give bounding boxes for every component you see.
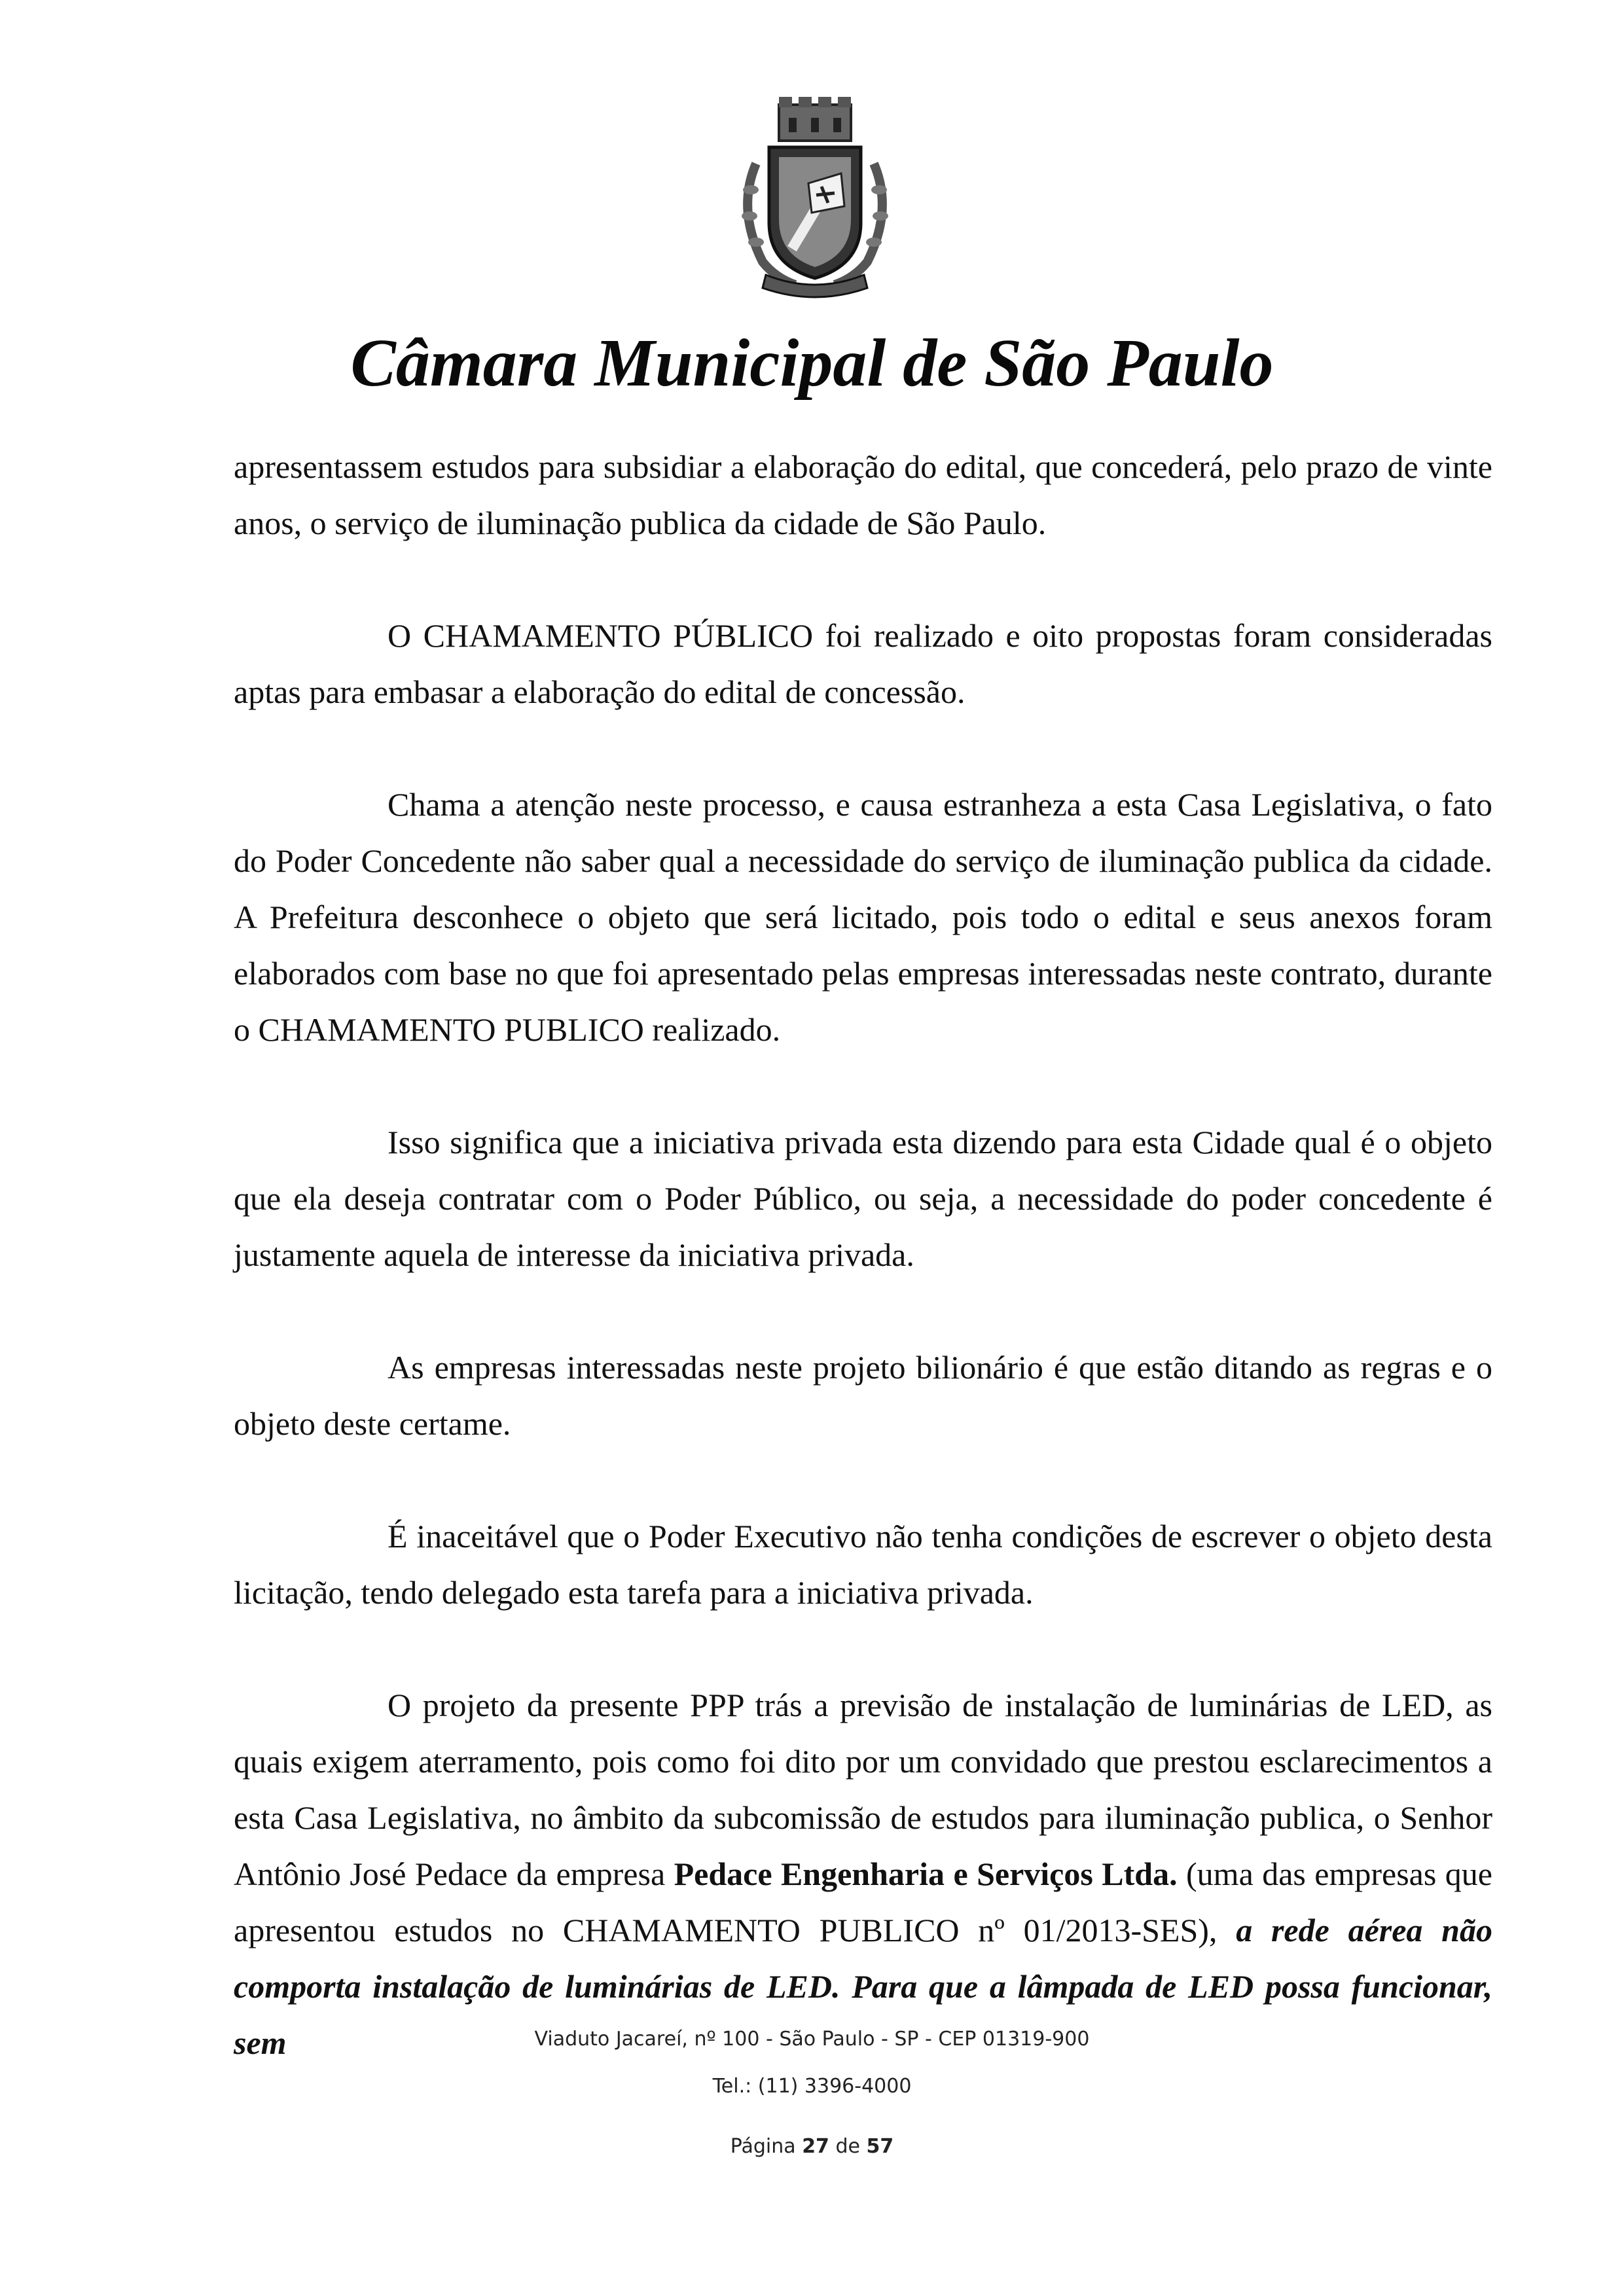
paragraph-7 (234, 1677, 1492, 2071)
city-coat-of-arms-icon (730, 92, 900, 301)
paragraph-1: apresentassem estudos para subsidiar a elaboração do edital, que concederá, pelo prazo de vinte anos, o serviço de iluminação publica da cidade de São Paulo. (234, 448, 1492, 541)
page-separator: de (829, 2135, 867, 2158)
paragraph-6: É inaceitável que o Poder Executivo não tenha condições de escrever o objeto desta licitação, tendo delegado esta tarefa para a iniciativa privada. (234, 1518, 1492, 1611)
footer-telephone: Tel.: (11) 3396-4000 (712, 2075, 912, 2098)
paragraph-7-text-b: (uma das empresas que apresentou estudos no CHAMAMENTO PUBLICO nº 01/2013-SES), (234, 1856, 1492, 1948)
footer-address-text: Viaduto Jacareí, nº 100 - São Paulo - SP - CEP 01319-900 (534, 2028, 1090, 2051)
page-prefix: Página (730, 2135, 803, 2158)
company-name: Pedace Engenharia e Serviços Ltda. (674, 1856, 1178, 1892)
paragraph-3: Chama a atenção neste processo, e causa estranheza a esta Casa Legislativa, o fato do Poder Concedente não saber qual a necessidade do serviço de iluminação publica da cidade. A Prefeitura desconhece o objeto que será licitado, pois todo o edital e seus anexos foram elaborados com base no que foi apresentado pelas empresas interessadas neste contrato, durante o CHAMAMENTO PUBLICO realizado. (234, 786, 1492, 1048)
document-body (234, 439, 1492, 2127)
page-title: Câmara Municipal de São Paulo (350, 325, 1274, 401)
page-total: 57 (866, 2135, 894, 2158)
page-current: 27 (802, 2135, 829, 2158)
paragraph-7-text-a: O projeto da presente PPP trás a previsão de instalação de luminárias de LED, as quais exigem aterramento, pois como foi dito por um convidado que prestou esclarecimentos a esta Casa Legislativa, no âmbito da subcomissão de estudos para iluminação publica, o Senhor Antônio José Pedace da empresa (234, 1687, 1492, 1892)
page-number (0, 2135, 1624, 2158)
paragraph-5: As empresas interessadas neste projeto bilionário é que estão ditando as regras e o objeto deste certame. (234, 1349, 1492, 1442)
paragraph-4: Isso significa que a iniciativa privada esta dizendo para esta Cidade qual é o objeto que ela deseja contratar com o Poder Público, ou seja, a necessidade do poder concedente é justamente aquela de interesse da iniciativa privada. (234, 1124, 1492, 1273)
emphasized-statement: a rede aérea não comporta instalação de luminárias de LED. Para que a lâmpada de LED possa funcionar, sem (234, 1912, 1492, 2061)
paragraph-2: O CHAMAMENTO PÚBLICO foi realizado e oito propostas foram consideradas aptas para embasar a elaboração do edital de concessão. (234, 617, 1492, 710)
